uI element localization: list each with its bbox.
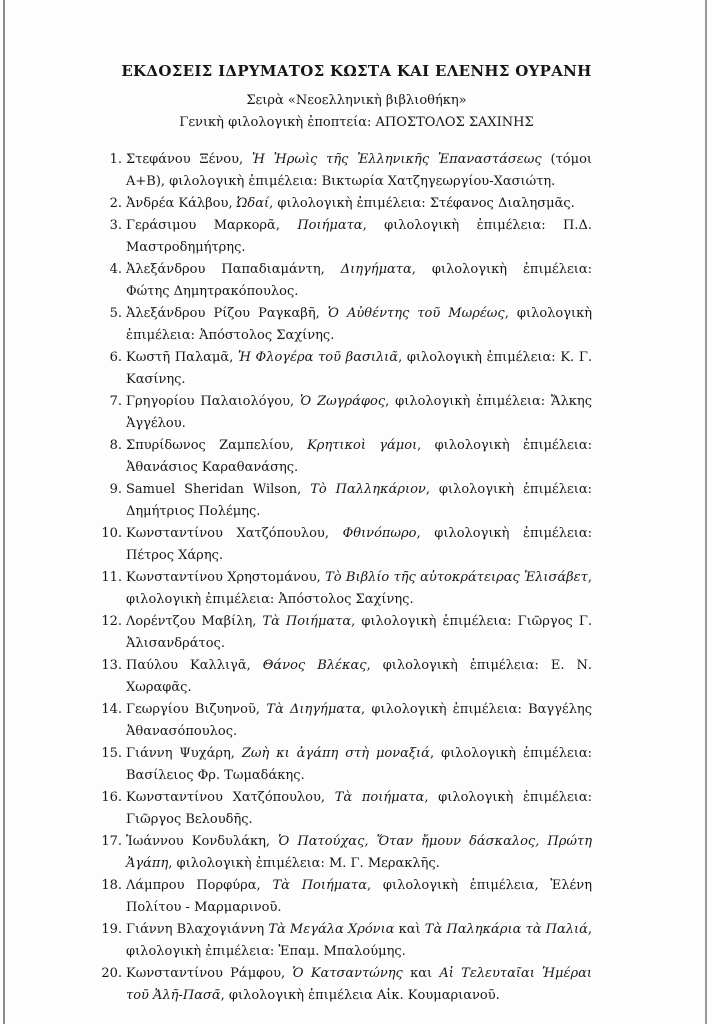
entry-number: 1. <box>109 152 122 167</box>
entry-title: Ὁ Κατσαντώνης <box>292 966 403 981</box>
page-edge-left <box>3 0 5 1024</box>
entry-number: 16. <box>101 790 122 805</box>
series-title: Σειρὰ «Νεοελληνικὴ βιβλιοθήκη» <box>246 93 467 108</box>
entry-title-second: Αἱ Τελευταῖαι Ἡμέραι τοῦ Ἀλῆ-Πασᾶ <box>126 966 592 1003</box>
entry-details: , φιλολογικὴ ἐπιμέλεια: Μ. Γ. Μερακλῆς. <box>168 856 440 871</box>
entry-details: , φιλολογικὴ ἐπιμέλεια: Ἀθανάσιος Καραθανάσης. <box>126 438 592 475</box>
entry-number: 2. <box>109 196 122 211</box>
list-item <box>102 963 592 1007</box>
entry-author: Samuel Sheridan Wilson, <box>126 482 311 497</box>
list-item <box>102 699 592 743</box>
entry-details: , φιλολογικὴ ἐπιμέλεια: Φώτης Δημητρακόπουλος. <box>126 262 592 299</box>
entry-details: , φιλολογικὴ ἐπιμέλεια: Ε. Ν. Χωραφᾶς. <box>126 658 592 695</box>
entry-title: Τὰ Μεγάλα Χρόνια <box>268 922 395 937</box>
list-item <box>102 523 592 567</box>
entry-number: 3. <box>109 218 122 233</box>
entry-title: Ἡ Ἡρωὶς τῆς Ἑλληνικῆς Ἐπαναστάσεως <box>252 152 542 167</box>
entry-details: , φιλολογικὴ ἐπιμέλεια: Βασίλειος Φρ. Τωμαδάκης. <box>126 746 592 783</box>
entry-author: Ἰωάννου Κονδυλάκη, <box>126 834 279 849</box>
list-item <box>102 787 592 831</box>
list-item <box>102 303 592 347</box>
entry-details: , φιλολογικὴ ἐπιμέλεια: Π.Δ. Μαστροδημήτρης. <box>126 218 592 255</box>
entry-number: 8. <box>109 438 122 453</box>
entry-author: Ἀνδρέα Κάλβου, <box>126 196 237 211</box>
entry-author: Γεωργίου Βιζυηνοῦ, <box>126 702 267 717</box>
list-item <box>102 435 592 479</box>
page-edge-right <box>705 0 707 1024</box>
entry-author: Ἀλεξάνδρου Παπαδιαμάντη, <box>126 262 341 277</box>
entry-title: Τὰ Ποιήματα <box>272 878 367 893</box>
entry-title: Ὁ Αὐθέντης τοῦ Μωρέως <box>327 306 505 321</box>
entry-title: Ἡ Φλογέρα τοῦ βασιλιᾶ <box>237 350 399 365</box>
entry-title: Ὠδαί <box>236 196 270 211</box>
entry-conjunction: καὶ <box>394 922 425 937</box>
entry-author: Λορέντζου Μαβίλη, <box>126 614 263 629</box>
entry-author: Σπυρίδωνος Ζαμπελίου, <box>126 438 308 453</box>
list-item <box>102 215 592 259</box>
entry-details: , φιλολογικὴ ἐπιμέλεια: Δημήτριος Πολέμης. <box>126 482 592 519</box>
entry-number: 13. <box>101 658 122 673</box>
entry-author: Γεράσιμου Μαρκορᾶ, <box>126 218 298 233</box>
entry-title: Διηγήματα <box>340 262 412 277</box>
entry-number: 19. <box>101 922 122 937</box>
entry-number: 12. <box>101 614 122 629</box>
list-item <box>102 149 592 193</box>
entry-author: Παύλου Καλλιγᾶ, <box>126 658 263 673</box>
list-item <box>102 479 592 523</box>
list-item <box>102 347 592 391</box>
entry-title: Τὰ Διηγήματα <box>266 702 362 717</box>
entry-number: 10. <box>101 526 122 541</box>
entry-title-second: Τὰ Παληκάρια τὰ Παλιά <box>424 922 588 937</box>
entry-author: Κωνσταντίνου Ράμφου, <box>126 966 293 981</box>
entry-title: Φθινόπωρο <box>342 526 417 541</box>
entry-number: 20. <box>101 966 122 981</box>
entry-details: , φιλολογικὴ ἐπιμέλεια: Γιῶργος Βελουδῆς. <box>126 790 592 827</box>
entry-author: Ἀλεξάνδρου Ρίζου Ραγκαβῆ, <box>126 306 328 321</box>
entry-author: Γιάννη Βλαχογιάννη <box>126 922 269 937</box>
entry-title: Ποιήματα <box>297 218 363 233</box>
entry-number: 9. <box>109 482 122 497</box>
entry-author: Κωνσταντίνου Χρηστομάνου, <box>126 570 326 585</box>
entry-details: , φιλολογικὴ ἐπιμέλεια: Ἀπόστολος Σαχίνης. <box>126 570 592 607</box>
entry-number: 7. <box>109 394 122 409</box>
entry-number: 18. <box>101 878 122 893</box>
entry-title: Τὰ Ποιήματα <box>262 614 352 629</box>
entry-details: (τόμοι Α+Β), φιλολογικὴ ἐπιμέλεια: Βικτωρία Χατζηγεωργίου-Χασιώτη. <box>126 152 592 189</box>
entry-number: 5. <box>109 306 122 321</box>
publisher-heading: ΕΚΔΟΣΕΙΣ ΙΔΡΥΜΑΤΟΣ ΚΩΣΤΑ ΚΑΙ ΕΛΕΝΗΣ ΟΥΡΑΝΗ <box>121 62 592 80</box>
entry-title: Ζωὴ κι ἀγάπη στὴ μοναξιά <box>241 746 430 761</box>
entry-author: Κωστῆ Παλαμᾶ, <box>126 350 238 365</box>
list-item <box>102 391 592 435</box>
entry-number: 4. <box>109 262 122 277</box>
entry-title: Ὁ Πατούχας, Ὅταν ἤμουν δάσκαλος, Πρώτη Ἀγάπη <box>126 834 592 871</box>
list-item <box>102 259 592 303</box>
entry-details: , φιλολογικὴ ἐπιμέλεια: Βαγγέλης Ἀθανασόπουλος. <box>126 702 593 739</box>
list-item <box>102 743 592 787</box>
entry-number: 11. <box>101 570 122 585</box>
entry-title: Ὁ Ζωγράφος <box>300 394 386 409</box>
entry-author: Λάμπρου Πορφύρα, <box>126 878 273 893</box>
entry-details: , φιλολογικὴ ἐπιμέλεια: Ἐπαμ. Μπαλούμης. <box>126 922 593 959</box>
entry-title: Τὸ Βιβλίο τῆς αὐτοκράτειρας Ἐλισάβετ <box>325 570 588 585</box>
list-item <box>102 611 592 655</box>
entry-number: 14. <box>101 702 122 717</box>
entry-title: Θάνος Βλέκας <box>262 658 367 673</box>
entry-title: Τὸ Παλληκάριον <box>310 482 426 497</box>
entry-number: 15. <box>101 746 122 761</box>
entry-conjunction: και <box>402 966 440 981</box>
entry-title: Κρητικοὶ γάμοι <box>307 438 418 453</box>
entry-author: Γρηγορίου Παλαιολόγου, <box>126 394 301 409</box>
list-item <box>102 919 592 963</box>
entry-details: , φιλολογικὴ ἐπιμέλεια: Στέφανος Διαλησμᾶς. <box>269 196 575 211</box>
entry-number: 6. <box>109 350 122 365</box>
entry-author: Κωνσταντίνου Χατζόπουλου, <box>126 526 343 541</box>
list-item <box>102 831 592 875</box>
list-item <box>102 567 592 611</box>
entry-author: Στεφάνου Ξένου, <box>126 152 253 167</box>
entry-details: , φιλολογικὴ ἐπιμέλεια Αἰκ. Κουμαριανοῦ. <box>220 988 500 1003</box>
entry-number: 17. <box>101 834 122 849</box>
publications-list <box>102 149 592 1007</box>
entry-details: , φιλολογικὴ ἐπιμέλεια: Κ. Γ. Κασίνης. <box>126 350 592 387</box>
list-item <box>102 193 592 215</box>
editorial-supervision: Γενικὴ φιλολογικὴ ἐποπτεία: ΑΠΟΣΤΟΛΟΣ ΣΑΧΙΝΗΣ <box>179 115 534 130</box>
entry-author: Κωνσταντίνου Χατζόπουλου, <box>126 790 335 805</box>
entry-details: , φιλολογικὴ ἐπιμέλεια: Πέτρος Χάρης. <box>126 526 593 563</box>
entry-details: , φιλολογικὴ ἐπιμέλεια: Ἀπόστολος Σαχίνης. <box>126 306 592 343</box>
entry-author: Γιάννη Ψυχάρη, <box>126 746 242 761</box>
entry-details: , φιλολογικὴ ἐπιμέλεια: Γιῶργος Γ. Ἀλισανδράτος. <box>126 614 592 651</box>
list-item <box>102 655 592 699</box>
entry-details: , φιλολογικὴ ἐπιμέλεια: Ἄλκης Ἀγγέλου. <box>126 394 592 431</box>
entry-title: Τὰ ποιήματα <box>334 790 425 805</box>
entry-details: , φιλολογικὴ ἐπιμέλεια, Ἑλένη Πολίτου - Μαρμαρινοῦ. <box>126 878 592 915</box>
list-item <box>102 875 592 919</box>
